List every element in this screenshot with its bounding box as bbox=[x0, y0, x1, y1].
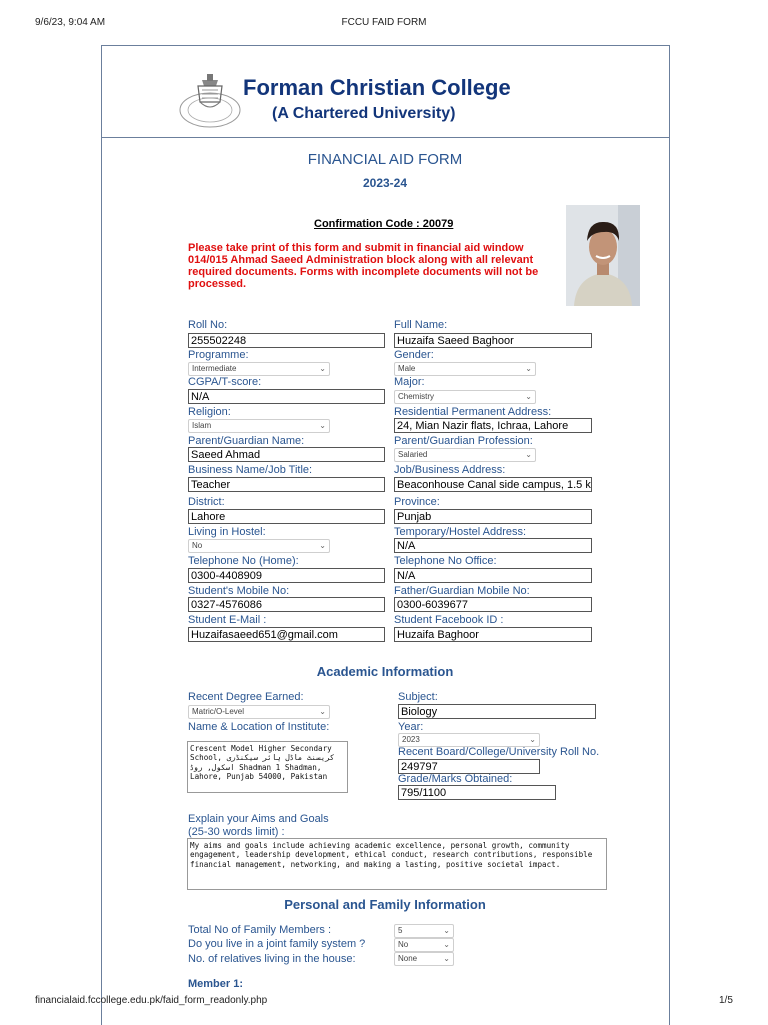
guardian-prof-value: Salaried bbox=[398, 450, 428, 459]
student-photo bbox=[566, 205, 640, 306]
tel-home-field[interactable]: 0300-4408909 bbox=[188, 568, 385, 583]
form-title: FINANCIAL AID FORM bbox=[307, 151, 463, 168]
submission-notice: Please take print of this form and submit in financial aid window 014/015 Ahmad Saeed Administration block along with all relevant required documents. Forms with incomplete documents will not be processed. bbox=[188, 242, 539, 290]
res-address-label: Residential Permanent Address: bbox=[394, 406, 552, 418]
degree-value: Matric/O-Level bbox=[192, 707, 245, 716]
college-name: Forman Christian College bbox=[243, 75, 511, 100]
religion-value: Islam bbox=[192, 421, 212, 430]
full-name-label: Full Name: bbox=[394, 319, 448, 331]
chevron-down-icon: ⌄ bbox=[525, 392, 532, 401]
print-page-number: 1/5 bbox=[719, 995, 733, 1006]
gender-value: Male bbox=[398, 364, 416, 373]
gender-label: Gender: bbox=[394, 349, 434, 361]
full-name-field[interactable]: Huzaifa Saeed Baghoor bbox=[394, 333, 592, 348]
header-divider bbox=[101, 137, 669, 138]
family-members-select[interactable] bbox=[394, 924, 454, 938]
temp-address-label: Temporary/Hostel Address: bbox=[394, 526, 527, 538]
form-year: 2023-24 bbox=[362, 176, 408, 190]
guardian-prof-label: Parent/Guardian Profession: bbox=[394, 435, 533, 447]
print-datetime: 9/6/23, 9:04 AM bbox=[35, 17, 106, 28]
aims-textarea[interactable]: My aims and goals include achieving academic excellence, personal growth, community engagement, leadership development, ethical conduct, research contributions, responsible financial management, networking, and making a lasting, positive societal impact. bbox=[187, 838, 607, 890]
temp-address-field[interactable]: N/A bbox=[394, 538, 592, 553]
year-select[interactable] bbox=[398, 733, 540, 747]
year-value: 2023 bbox=[402, 735, 420, 744]
hostel-label: Living in Hostel: bbox=[188, 526, 266, 538]
chevron-down-icon: ⌄ bbox=[443, 954, 450, 963]
aims-label-1: Explain your Aims and Goals bbox=[188, 813, 329, 825]
cgpa-label: CGPA/T-score: bbox=[188, 376, 262, 388]
father-mobile-field[interactable]: 0300-6039677 bbox=[394, 597, 592, 612]
father-mobile-label: Father/Guardian Mobile No: bbox=[394, 585, 530, 597]
student-mobile-label: Student's Mobile No: bbox=[188, 585, 290, 597]
guardian-name-label: Parent/Guardian Name: bbox=[188, 435, 305, 447]
province-field[interactable]: Punjab bbox=[394, 509, 592, 524]
email-label: Student E-Mail : bbox=[188, 614, 267, 626]
chevron-down-icon: ⌄ bbox=[319, 421, 326, 430]
academic-heading: Academic Information bbox=[316, 664, 454, 679]
grade-label: Grade/Marks Obtained: bbox=[398, 773, 513, 785]
relatives-select[interactable] bbox=[394, 952, 454, 966]
chevron-down-icon: ⌄ bbox=[443, 926, 450, 935]
religion-select[interactable] bbox=[188, 419, 330, 433]
district-label: District: bbox=[188, 496, 225, 508]
hostel-select[interactable] bbox=[188, 539, 330, 553]
district-field[interactable]: Lahore bbox=[188, 509, 385, 524]
chevron-down-icon: ⌄ bbox=[525, 450, 532, 459]
family-members-value: 5 bbox=[398, 926, 403, 935]
cgpa-field[interactable]: N/A bbox=[188, 389, 385, 404]
chevron-down-icon: ⌄ bbox=[319, 364, 326, 373]
college-logo-icon bbox=[178, 72, 242, 130]
chevron-down-icon: ⌄ bbox=[529, 735, 536, 744]
member-1-heading: Member 1: bbox=[188, 978, 244, 990]
hostel-value: No bbox=[192, 541, 203, 550]
joint-family-select[interactable] bbox=[394, 938, 454, 952]
print-title: FCCU FAID FORM bbox=[341, 17, 427, 28]
guardian-prof-select[interactable] bbox=[394, 448, 536, 462]
roll-no-field[interactable]: 255502248 bbox=[188, 333, 385, 348]
religion-label: Religion: bbox=[188, 406, 231, 418]
chevron-down-icon: ⌄ bbox=[319, 707, 326, 716]
year-label: Year: bbox=[398, 721, 424, 733]
tel-office-field[interactable]: N/A bbox=[394, 568, 592, 583]
joint-family-label: Do you live in a joint family system ? bbox=[188, 938, 366, 950]
programme-value: Intermediate bbox=[192, 364, 237, 373]
family-members-label: Total No of Family Members : bbox=[188, 924, 332, 936]
tel-office-label: Telephone No Office: bbox=[394, 555, 497, 567]
subject-field[interactable]: Biology bbox=[398, 704, 596, 719]
institute-textarea[interactable]: Crescent Model Higher Secondary School, کریسنٹ ماڈل ہائر سیکنڈری اسکول, روڈ Shadman 1 Shadman, Lahore, Punjab 54000, Pakistan bbox=[187, 741, 348, 793]
college-subtitle: (A Chartered University) bbox=[272, 105, 456, 122]
major-select[interactable] bbox=[394, 390, 536, 404]
chevron-down-icon: ⌄ bbox=[443, 940, 450, 949]
business-field[interactable]: Teacher bbox=[188, 477, 385, 492]
degree-select[interactable] bbox=[188, 705, 330, 719]
job-address-field[interactable]: Beaconhouse Canal side campus, 1.5 k bbox=[394, 477, 592, 492]
confirmation-code: Confirmation Code : 20079 bbox=[314, 218, 454, 230]
guardian-name-field[interactable]: Saeed Ahmad bbox=[188, 447, 385, 462]
major-label: Major: bbox=[394, 376, 425, 388]
chevron-down-icon: ⌄ bbox=[525, 364, 532, 373]
degree-label: Recent Degree Earned: bbox=[188, 691, 304, 703]
aims-label-2: (25-30 words limit) : bbox=[188, 826, 285, 838]
student-mobile-field[interactable]: 0327-4576086 bbox=[188, 597, 385, 612]
subject-label: Subject: bbox=[398, 691, 438, 703]
major-value: Chemistry bbox=[398, 392, 435, 401]
institute-label: Name & Location of Institute: bbox=[188, 721, 330, 733]
res-address-field[interactable]: 24, Mian Nazir flats, Ichraa, Lahore bbox=[394, 418, 592, 433]
business-label: Business Name/Job Title: bbox=[188, 464, 313, 476]
board-roll-field[interactable]: 249797 bbox=[398, 759, 540, 774]
family-heading: Personal and Family Information bbox=[284, 897, 486, 912]
facebook-label: Student Facebook ID : bbox=[394, 614, 504, 626]
email-field[interactable]: Huzaifasaeed651@gmail.com bbox=[188, 627, 385, 642]
relatives-label: No. of relatives living in the house: bbox=[188, 953, 356, 965]
joint-family-value: No bbox=[398, 940, 409, 949]
grade-field[interactable]: 795/1100 bbox=[398, 785, 556, 800]
programme-label: Programme: bbox=[188, 349, 249, 361]
roll-no-label: Roll No: bbox=[188, 319, 228, 331]
facebook-field[interactable]: Huzaifa Baghoor bbox=[394, 627, 592, 642]
province-label: Province: bbox=[394, 496, 440, 508]
relatives-value: None bbox=[398, 954, 418, 963]
print-url: financialaid.fccollege.edu.pk/faid_form_readonly.php bbox=[35, 995, 268, 1006]
gender-select[interactable] bbox=[394, 362, 536, 376]
board-roll-label: Recent Board/College/University Roll No. bbox=[398, 746, 600, 758]
job-address-label: Job/Business Address: bbox=[394, 464, 506, 476]
programme-select[interactable] bbox=[188, 362, 330, 376]
tel-home-label: Telephone No (Home): bbox=[188, 555, 299, 567]
chevron-down-icon: ⌄ bbox=[319, 541, 326, 550]
